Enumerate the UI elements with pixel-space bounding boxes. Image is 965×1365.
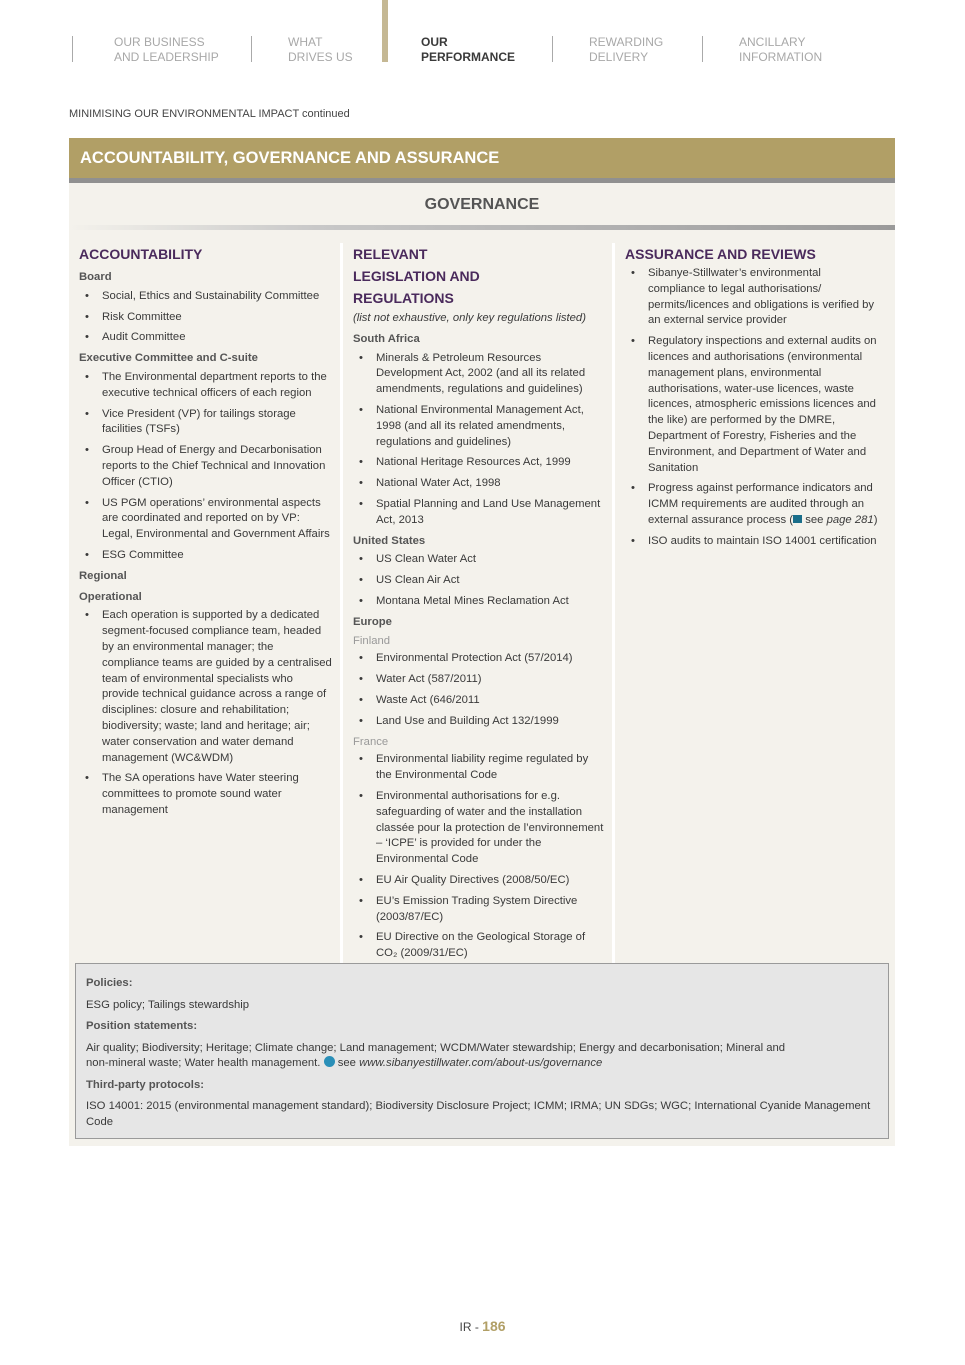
governance-panel: [69, 138, 895, 1146]
list-item: [353, 351, 604, 398]
list-item: [353, 552, 604, 568]
list-item: [353, 894, 604, 926]
nav-rewarding-delivery[interactable]: REWARDING DELIVERY: [589, 35, 664, 64]
page-link[interactable]: page 281: [826, 513, 874, 526]
divider: [69, 225, 895, 230]
subheading: Board: [79, 271, 112, 283]
list-item: [353, 573, 604, 589]
list-item-text: ESG Committee: [102, 548, 184, 561]
protocols-text: ISO 14001: 2015 (environmental management standard); Biodiversity Disclosure Project; ICMM; IRMA; UN SDGs; WGC; International Cyanide Management Code: [86, 1100, 871, 1128]
list-item-text: Audit Committee: [102, 331, 186, 344]
subheading: United States: [353, 534, 426, 547]
column-2: [612, 243, 889, 967]
list-item: [79, 310, 332, 326]
list-item-text: Sibanye-Stillwater’s environmental compliance to legal authorisations/ permits/licences and obligations is verified by an external service provider: [648, 267, 875, 327]
list-item: [353, 455, 604, 471]
nav-what-drives-us[interactable]: WHAT DRIVES US: [288, 35, 353, 64]
list-item-text: Each operation is supported by a dedicated segment-focused compliance team, headed by an environmental manager; the compliance teams are guided by a centralised team of environmental specialists who provide technical guidance across a range of disciplines: closure and rehabilitation; biodiversity; waste; land and heritage; air; water conservation and water demand management (WC&WDM): [102, 609, 332, 764]
list-item: [79, 289, 332, 305]
list-item: [79, 548, 332, 564]
list-item: [353, 476, 604, 492]
nav-divider: [251, 36, 252, 62]
nav-ancillary-information[interactable]: ANCILLARY INFORMATION: [739, 35, 823, 64]
list-item-text: US Clean Air Act: [376, 574, 460, 587]
list-item: [625, 266, 881, 329]
bullet-list: [625, 266, 881, 550]
list-item: [353, 873, 604, 889]
list-item-text: Risk Committee: [102, 310, 182, 323]
nav-our-business[interactable]: OUR BUSINESS AND LEADERSHIP: [114, 35, 219, 64]
subheading: South Africa: [353, 332, 420, 345]
page-reference[interactable]: ( see page 281): [786, 513, 878, 526]
policies-text: ESG policy; Tailings stewardship: [86, 998, 250, 1011]
list-item: [353, 594, 604, 610]
website-link[interactable]: www.sibanyestillwater.com/about-us/governance: [359, 1057, 603, 1069]
list-item: [79, 443, 332, 490]
flag-icon: [793, 515, 802, 523]
page-value: 186: [482, 1318, 506, 1334]
bullet-list: [353, 651, 604, 729]
list-item-text: The Environmental department reports to the executive technical officers of each region: [102, 370, 327, 399]
list-item-text: Social, Ethics and Sustainability Committee: [102, 289, 320, 302]
list-item: [79, 330, 332, 346]
list-item: [79, 370, 332, 402]
section-banner: ACCOUNTABILITY, GOVERNANCE AND ASSURANCE: [69, 138, 895, 178]
list-item-text: Montana Metal Mines Reclamation Act: [376, 594, 569, 607]
list-item: [353, 693, 604, 709]
nav-divider: [72, 36, 73, 62]
column-heading: ASSURANCE AND REVIEWS: [625, 246, 816, 262]
list-item-text: EU Directive on the Geological Storage of CO₂ (2009/31/EC): [376, 931, 586, 960]
bullet-list: [79, 370, 332, 564]
list-item: [79, 608, 332, 766]
columns: [69, 243, 895, 967]
list-item: [79, 771, 332, 818]
list-item-text: Environmental Protection Act (57/2014): [376, 652, 573, 665]
list-item: [353, 930, 604, 962]
country-label: Finland: [353, 634, 391, 647]
position-statements-label: Position statements:: [86, 1020, 198, 1032]
see-label: see: [337, 1057, 356, 1069]
policies-label: Policies:: [86, 977, 133, 989]
list-item: [353, 752, 604, 784]
list-item: [79, 407, 332, 439]
nav-divider: [702, 36, 703, 62]
nav-divider: [552, 36, 553, 62]
bullet-list: [79, 289, 332, 346]
list-item: [353, 789, 604, 868]
column-heading: ACCOUNTABILITY: [79, 246, 203, 262]
list-item: [353, 497, 604, 529]
list-item: [625, 334, 881, 476]
list-item-text: ISO audits to maintain ISO 14001 certification: [648, 534, 877, 547]
list-item-text: Water Act (587/2011): [376, 673, 482, 686]
subheading: Executive Committee and C-suite: [79, 352, 258, 365]
list-item: [353, 651, 604, 667]
list-item-text: US Clean Water Act: [376, 553, 477, 566]
page-prefix: IR -: [459, 1320, 483, 1334]
list-item-text: Progress against performance indicators and ICMM requirements are audited through an external assurance process: [648, 482, 873, 526]
subheading: Operational: [79, 590, 142, 603]
position-statements-text: [86, 1041, 806, 1072]
list-item-text: Waste Act (646/2011: [376, 693, 480, 706]
subheading: Europe: [353, 615, 392, 628]
bullet-list: [353, 552, 604, 609]
list-item: [625, 481, 881, 528]
nav-our-performance[interactable]: OUR PERFORMANCE: [421, 35, 516, 64]
column-1: [340, 243, 612, 967]
list-item-text: Environmental liability regime regulated by the Environmental Code: [376, 753, 589, 782]
list-item-text: Minerals & Petroleum Resources Development Act, 2002 (and all its related amendments, regulations and guidelines): [376, 351, 586, 396]
list-item: [625, 534, 881, 550]
section-title: GOVERNANCE: [424, 196, 540, 213]
subheading: Regional: [79, 569, 127, 582]
list-item: [353, 714, 604, 730]
section-nav: [70, 0, 870, 70]
list-item-text: Vice President (VP) for tailings storage facilities (TSFs): [102, 407, 296, 436]
bullet-list: [353, 752, 604, 962]
list-item-text: National Water Act, 1998: [376, 477, 501, 490]
position-statements: Air quality; Biodiversity; Heritage; Climate change; Land management; WCDM/Water stewardship; Energy and decarbonisation; Mineral and non-mineral waste; Water health management.: [86, 1041, 786, 1069]
list-item: [353, 403, 604, 450]
page-number: [0, 1318, 965, 1334]
globe-icon: [324, 1056, 335, 1067]
country-label: France: [353, 735, 389, 748]
list-item-text: EU Air Quality Directives (2008/50/EC): [376, 873, 570, 886]
list-item: [353, 672, 604, 688]
bullet-list: [353, 351, 604, 529]
bullet-list: [79, 608, 332, 818]
protocols-label: Third-party protocols:: [86, 1078, 204, 1091]
list-item-text: Spatial Planning and Land Use Management Act, 2013: [376, 497, 601, 526]
list-item-text: The SA operations have Water steering committees to promote sound water management: [102, 772, 299, 816]
list-item-text: Group Head of Energy and Decarbonisation reports to the Chief Technical and Innovation Officer (CTIO): [102, 444, 326, 488]
see-label: see: [805, 513, 824, 526]
list-item-text: National Heritage Resources Act, 1999: [376, 456, 571, 469]
note: (list not exhaustive, only key regulations listed): [353, 312, 586, 324]
list-item: [79, 496, 332, 543]
breadcrumb: MINIMISING OUR ENVIRONMENTAL IMPACT continued: [69, 108, 350, 120]
list-item-text: Regulatory inspections and external audits on licences and authorisations (environmental management plans, environmental authorisations, water-use licences, waste licences, atmospheric emissions licences and the like) are performed by the DMRE, Department of Forestry, Fisheries and the Environment, and Department of Water and Sanitation: [648, 335, 877, 474]
list-item-text: EU’s Emission Trading System Directive (2003/87/EC): [376, 894, 578, 923]
nav-active-indicator: [382, 0, 388, 62]
list-item-text: Environmental authorisations for e.g. safeguarding of water and the installation classée pour la protection de l’environnement – ‘ICPE’ is provided for under the Environmental Code: [376, 789, 604, 866]
list-item-text: Land Use and Building Act 132/1999: [376, 714, 559, 727]
list-item-text: National Environmental Management Act, 1998 (and all its related amendments, regulations and guidelines): [376, 403, 584, 448]
policies-box: [75, 963, 889, 1139]
list-item-text: US PGM operations’ environmental aspects are coordinated and reported on by VP: Legal, Environmental and Government Affairs: [102, 496, 330, 541]
column-heading: RELEVANT LEGISLATION AND REGULATIONS: [353, 246, 480, 306]
column-0: [69, 243, 340, 967]
